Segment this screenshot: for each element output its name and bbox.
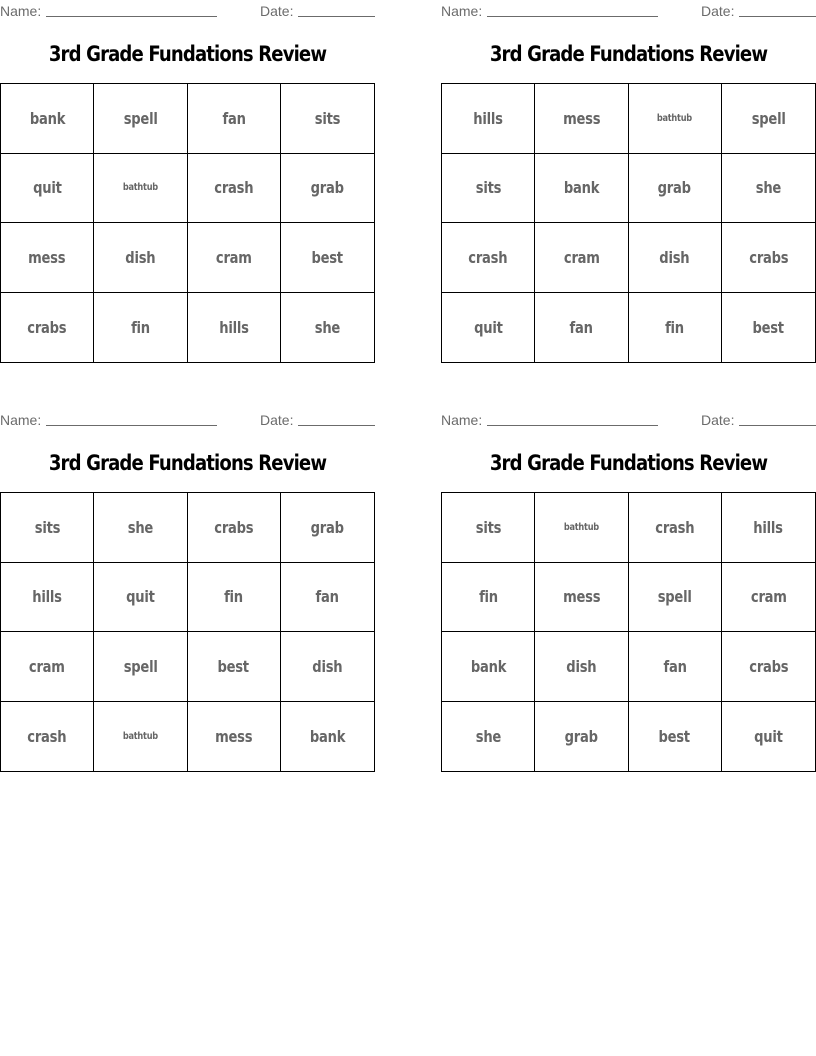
name-label: Name: xyxy=(0,3,42,19)
cell-word: cram xyxy=(215,247,252,267)
cell-word: dish xyxy=(125,247,156,267)
grid-cell[interactable] xyxy=(281,563,374,633)
cell-word: hills xyxy=(753,517,784,537)
cell-word: grab xyxy=(658,178,692,198)
grid-cell[interactable] xyxy=(442,293,535,363)
grid-cell[interactable] xyxy=(722,223,815,293)
grid-cell[interactable] xyxy=(442,493,535,563)
grid-cell[interactable] xyxy=(629,293,722,363)
grid-cell[interactable] xyxy=(188,563,281,633)
grid-cell[interactable] xyxy=(94,563,187,633)
grid-cell[interactable] xyxy=(94,632,187,702)
cell-word: cram xyxy=(29,656,66,676)
cell-word: best xyxy=(658,726,691,746)
cell-word: crash xyxy=(655,517,695,537)
grid-cell[interactable] xyxy=(188,702,281,772)
grid-cell[interactable] xyxy=(94,293,187,363)
name-date-row xyxy=(0,411,375,429)
grid-cell[interactable] xyxy=(629,563,722,633)
grid-cell[interactable] xyxy=(629,154,722,224)
cell-word: bank xyxy=(470,656,506,676)
cell-word: mess xyxy=(562,587,600,607)
grid-cell[interactable] xyxy=(442,84,535,154)
cell-word: grab xyxy=(310,178,344,198)
cell-word: quit xyxy=(32,178,62,198)
cell-word: dish xyxy=(312,656,343,676)
name-label: Name: xyxy=(441,3,483,19)
grid-cell[interactable] xyxy=(1,154,94,224)
cell-word: fin xyxy=(665,317,685,337)
date-label: Date: xyxy=(260,3,294,19)
grid-cell[interactable] xyxy=(629,493,722,563)
cell-word: cram xyxy=(750,587,787,607)
grid-cell[interactable] xyxy=(722,632,815,702)
grid-cell[interactable] xyxy=(722,293,815,363)
card-title: 3rd Grade Fundations Review xyxy=(489,42,768,66)
word-grid xyxy=(0,492,375,772)
cell-word: bank xyxy=(563,178,600,198)
cell-word: grab xyxy=(310,517,344,537)
cell-word: fin xyxy=(130,317,150,337)
name-blank-line[interactable] xyxy=(487,425,658,426)
grid-cell[interactable] xyxy=(535,493,628,563)
name-blank-line[interactable] xyxy=(487,16,658,17)
grid-cell[interactable] xyxy=(629,84,722,154)
word-grid xyxy=(441,492,816,772)
cell-word: spell xyxy=(751,108,786,128)
grid-cell[interactable] xyxy=(442,702,535,772)
cell-word: crash xyxy=(214,178,254,198)
grid-cell[interactable] xyxy=(1,84,94,154)
grid-cell[interactable] xyxy=(535,84,628,154)
grid-cell[interactable] xyxy=(722,702,815,772)
cell-word: crabs xyxy=(748,247,788,267)
cell-word: spell xyxy=(123,656,158,676)
grid-cell[interactable] xyxy=(442,154,535,224)
grid-cell[interactable] xyxy=(1,632,94,702)
card-title: 3rd Grade Fundations Review xyxy=(48,451,327,475)
cell-word: mess xyxy=(215,726,253,746)
name-blank-line[interactable] xyxy=(46,425,217,426)
grid-cell[interactable] xyxy=(722,493,815,563)
grid-cell[interactable] xyxy=(535,702,628,772)
grid-cell[interactable] xyxy=(535,293,628,363)
grid-cell[interactable] xyxy=(281,84,374,154)
grid-cell[interactable] xyxy=(722,563,815,633)
cell-word: hills xyxy=(473,108,503,128)
cell-word: hills xyxy=(218,317,249,337)
grid-cell[interactable] xyxy=(188,632,281,702)
grid-cell[interactable] xyxy=(629,632,722,702)
cell-word: fan xyxy=(222,108,246,128)
cell-word: she xyxy=(314,317,341,337)
cell-word: grab xyxy=(564,726,598,746)
cell-word: fan xyxy=(315,587,339,607)
grid-cell[interactable] xyxy=(722,154,815,224)
grid-cell[interactable] xyxy=(535,223,628,293)
date-blank-line[interactable] xyxy=(298,16,375,17)
cell-word: quit xyxy=(473,317,503,337)
grid-cell[interactable] xyxy=(535,154,628,224)
name-date-row xyxy=(441,2,816,20)
cell-word: quit xyxy=(754,726,783,746)
grid-cell[interactable] xyxy=(188,293,281,363)
cell-word: she xyxy=(755,178,782,198)
grid-cell[interactable] xyxy=(629,702,722,772)
card-title: 3rd Grade Fundations Review xyxy=(48,42,327,66)
date-blank-line[interactable] xyxy=(739,425,816,426)
grid-cell[interactable] xyxy=(94,702,187,772)
grid-cell[interactable] xyxy=(442,563,535,633)
cell-word: best xyxy=(752,317,785,337)
grid-cell[interactable] xyxy=(535,563,628,633)
name-label: Name: xyxy=(0,412,42,428)
word-grid xyxy=(441,83,816,363)
cell-word: sits xyxy=(34,517,60,537)
cell-word: mess xyxy=(562,108,600,128)
cell-word: crabs xyxy=(214,517,254,537)
grid-cell[interactable] xyxy=(281,293,374,363)
cell-word: best xyxy=(217,656,250,676)
bingo-card xyxy=(0,0,375,372)
cell-word: fin xyxy=(478,587,498,607)
cell-word: bathtub xyxy=(563,521,599,533)
bingo-card xyxy=(0,409,375,781)
grid-cell[interactable] xyxy=(281,493,374,563)
name-date-row xyxy=(0,2,375,20)
cell-word: crash xyxy=(27,726,67,746)
grid-cell[interactable] xyxy=(188,223,281,293)
grid-cell[interactable] xyxy=(629,223,722,293)
cell-word: bank xyxy=(29,108,65,128)
cell-word: bank xyxy=(309,726,346,746)
grid-cell[interactable] xyxy=(1,493,94,563)
grid-cell[interactable] xyxy=(1,702,94,772)
cell-word: she xyxy=(127,517,154,537)
grid-cell[interactable] xyxy=(188,493,281,563)
cell-word: spell xyxy=(657,587,692,607)
cell-word: quit xyxy=(126,587,155,607)
cell-word: bathtub xyxy=(657,112,693,124)
grid-cell[interactable] xyxy=(281,223,374,293)
cell-word: crabs xyxy=(748,656,788,676)
cell-word: spell xyxy=(123,108,158,128)
cell-word: mess xyxy=(28,247,66,267)
grid-cell[interactable] xyxy=(442,632,535,702)
card-title: 3rd Grade Fundations Review xyxy=(489,451,768,475)
bingo-card xyxy=(441,0,816,372)
name-label: Name: xyxy=(441,412,483,428)
cell-word: bathtub xyxy=(122,730,158,742)
grid-cell[interactable] xyxy=(94,84,187,154)
grid-cell[interactable] xyxy=(281,702,374,772)
grid-cell[interactable] xyxy=(281,632,374,702)
cell-word: fan xyxy=(569,317,593,337)
cell-word: crash xyxy=(468,247,508,267)
cell-word: fan xyxy=(663,656,687,676)
cell-word: sits xyxy=(475,517,501,537)
bingo-card xyxy=(441,409,816,781)
grid-cell[interactable] xyxy=(442,223,535,293)
cell-word: she xyxy=(475,726,501,746)
grid-cell[interactable] xyxy=(1,293,94,363)
date-label: Date: xyxy=(701,3,735,19)
cell-word: best xyxy=(311,247,344,267)
grid-cell[interactable] xyxy=(94,154,187,224)
cell-word: sits xyxy=(475,178,501,198)
date-label: Date: xyxy=(701,412,735,428)
grid-cell[interactable] xyxy=(1,563,94,633)
name-blank-line[interactable] xyxy=(46,16,217,17)
cell-word: dish xyxy=(566,656,597,676)
grid-cell[interactable] xyxy=(188,84,281,154)
word-grid xyxy=(0,83,375,363)
cell-word: crabs xyxy=(27,317,67,337)
cell-word: fin xyxy=(224,587,244,607)
date-blank-line[interactable] xyxy=(298,425,375,426)
grid-cell[interactable] xyxy=(188,154,281,224)
date-label: Date: xyxy=(260,412,294,428)
cell-word: dish xyxy=(659,247,690,267)
name-date-row xyxy=(441,411,816,429)
grid-cell[interactable] xyxy=(281,154,374,224)
cell-word: sits xyxy=(314,108,341,128)
grid-cell[interactable] xyxy=(535,632,628,702)
grid-cell[interactable] xyxy=(1,223,94,293)
cell-word: bathtub xyxy=(122,182,158,194)
grid-cell[interactable] xyxy=(94,223,187,293)
cell-word: cram xyxy=(563,247,600,267)
cell-word: hills xyxy=(32,587,62,607)
grid-cell[interactable] xyxy=(94,493,187,563)
grid-cell[interactable] xyxy=(722,84,815,154)
date-blank-line[interactable] xyxy=(739,16,816,17)
